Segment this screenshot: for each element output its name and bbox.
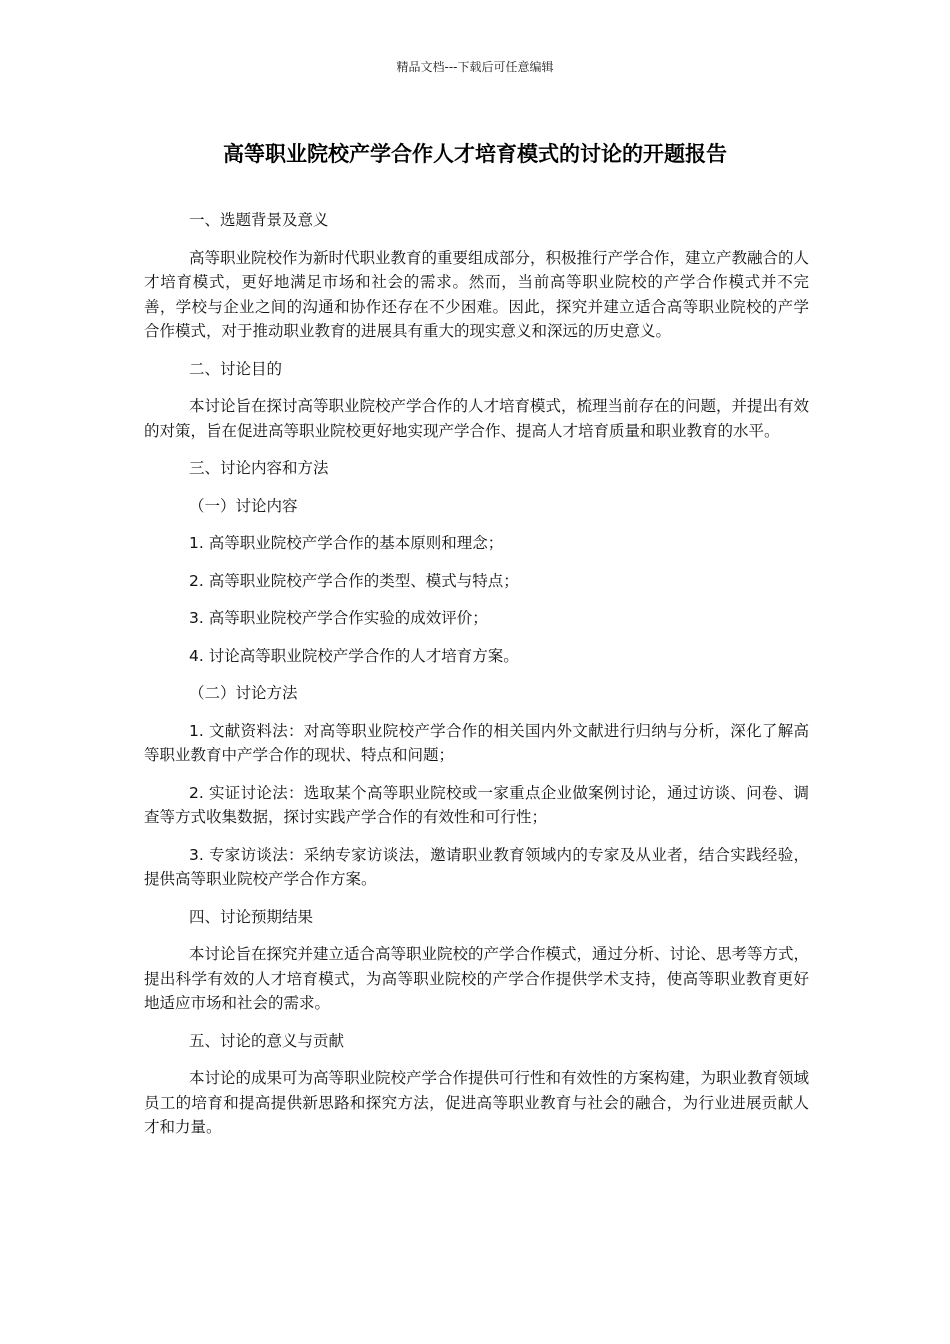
method-item: 1. 文献资料法：对高等职业院校产学合作的相关国内外文献进行归纳与分析，深化了解高等职业教育中产学合作的现状、特点和问题； [144,721,809,764]
method-item: 3. 专家访谈法：采纳专家访谈法，邀请职业教育领域内的专家及从业者，结合实践经验，提供高等职业院校产学合作方案。 [144,845,809,888]
section-heading-significance: 五、讨论的意义与贡献 [189,1031,345,1050]
page-header: 精品文档---下载后可任意编辑 [396,60,554,74]
section-heading-expected-results: 四、讨论预期结果 [189,907,314,926]
section-heading-purpose: 二、讨论目的 [189,359,283,378]
section-heading-content-methods: 三、讨论内容和方法 [189,459,329,477]
list-item: 1. 高等职业院校产学合作的基本原则和理念； [189,534,504,552]
paragraph-background: 高等职业院校作为新时代职业教育的重要组成部分，积极推行产学合作，建立产教融合的人才培育模式，更好地满足市场和社会的需求。然而，当前高等职业院校的产学合作模式并不完善，学校与企业之间的沟通和协作还存在不少困难。因此，探究并建立适合高等职业院校的产学合作模式，对于推动职业教育的进展具有重大的现实意义和深远的历史意义。 [144,248,810,340]
subheading-content: （一）讨论内容 [189,496,298,515]
section-heading-background: 一、选题背景及意义 [189,211,329,229]
paragraph-significance: 本讨论的成果可为高等职业院校产学合作提供可行性和有效性的方案构建，为职业教育领域员工的培育和提高提供新思路和探究方法，促进高等职业教育与社会的融合，为行业进展贡献人才和力量。 [144,1069,810,1136]
list-item: 3. 高等职业院校产学合作实验的成效评价； [189,609,488,627]
paragraph-purpose: 本讨论旨在探讨高等职业院校产学合作的人才培育模式，梳理当前存在的问题，并提出有效的对策，旨在促进高等职业院校更好地实现产学合作、提高人才培育质量和职业教育的水平。 [144,397,810,440]
paragraph-expected-results: 本讨论旨在探究并建立适合高等职业院校的产学合作模式，通过分析、讨论、思考等方式，提出科学有效的人才培育模式，为高等职业院校的产学合作提供学术支持，使高等职业教育更好地适应市场和社会的需求。 [144,945,810,1012]
list-item: 4. 讨论高等职业院校产学合作的人才培育方案。 [189,646,519,665]
document-body [144,208,809,1153]
document-title: 高等职业院校产学合作人才培育模式的讨论的开题报告 [223,142,727,166]
list-item: 2. 高等职业院校产学合作的类型、模式与特点； [189,571,519,590]
subheading-methods: （二）讨论方法 [189,684,298,702]
method-item: 2. 实证讨论法：选取某个高等职业院校或一家重点企业做案例讨论，通过访谈、问卷、调查等方式收集数据，探讨实践产学合作的有效性和可行性； [144,783,809,826]
